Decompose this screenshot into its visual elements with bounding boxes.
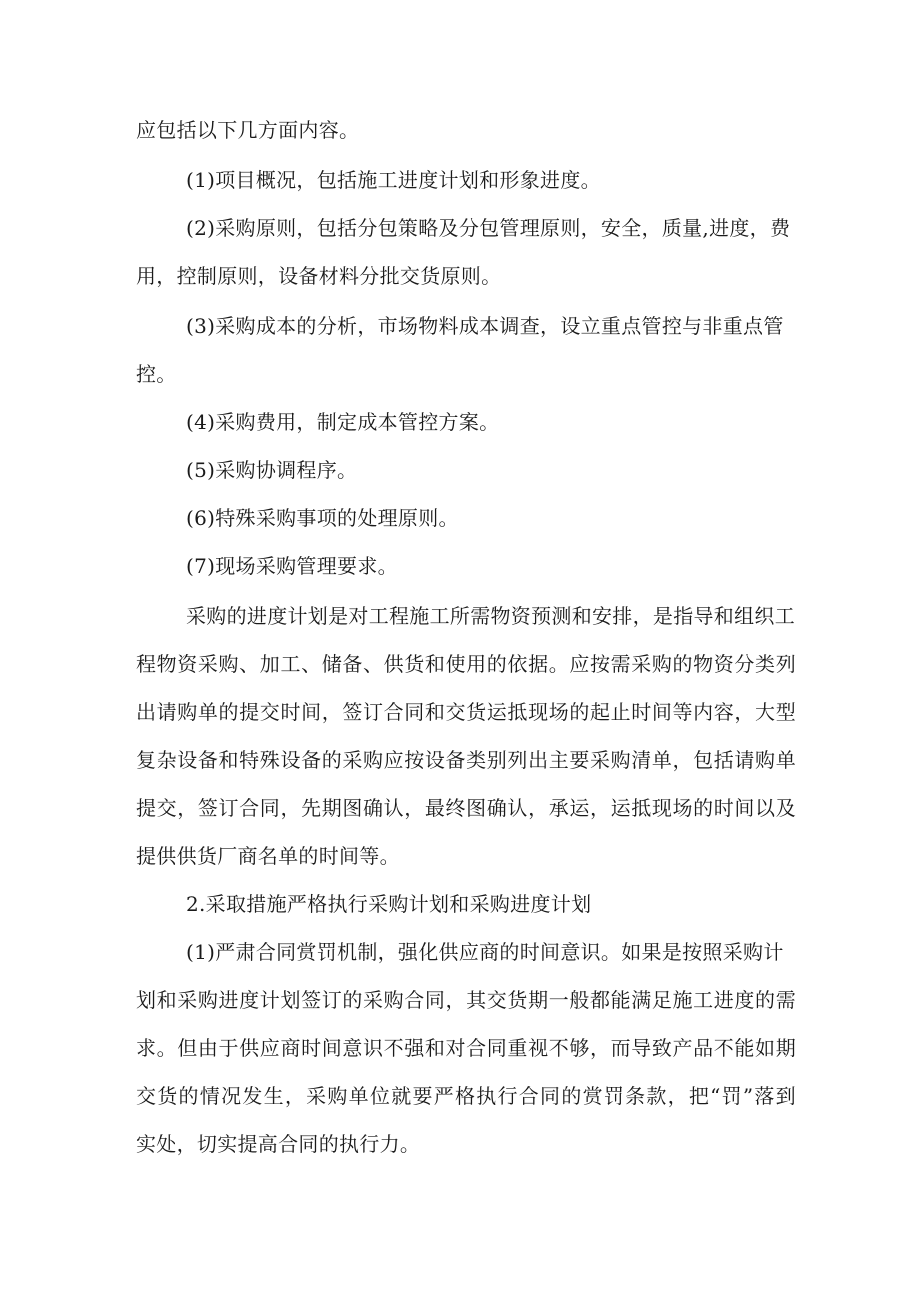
paragraph-line: 交货的情况发生，采购单位就要严格执行合同的赏罚条款，把“罚”落到 xyxy=(136,1084,796,1108)
paragraph-line: 出请购单的提交时间，签订合同和交货运抵现场的起止时间等内容，大型 xyxy=(136,700,796,724)
paragraph-line: 提交，签订合同，先期图确认，最终图确认，承运，运抵现场的时间以及 xyxy=(136,796,796,820)
text-line: 控。 xyxy=(136,362,177,386)
paragraph-line: 程物资采购、加工、储备、供货和使用的依据。应按需采购的物资分类列 xyxy=(136,652,796,676)
text-line: 用，控制原则，设备材料分批交货原则。 xyxy=(136,264,502,288)
paragraph-line: 划和采购进度计划签订的采购合同，其交货期一般都能满足施工进度的需 xyxy=(136,988,796,1012)
paragraph-line: 采购的进度计划是对工程施工所需物资预测和安排，是指导和组织工 xyxy=(186,604,795,628)
section-heading: 2.采取措施严格执行采购计划和采购进度计划 xyxy=(186,892,592,916)
paragraph-line: 复杂设备和特殊设备的采购应按设备类别列出主要采购清单，包括请购单 xyxy=(136,748,796,772)
paragraph-line: (1)严肃合同赏罚机制，强化供应商的时间意识。如果是按照采购计 xyxy=(186,940,784,964)
list-item-7: (7)现场采购管理要求。 xyxy=(186,554,398,578)
text-line: 应包括以下几方面内容。 xyxy=(136,118,360,142)
list-item-6: (6)特殊采购事项的处理原则。 xyxy=(186,506,459,530)
list-item-1: (1)项目概况，包括施工进度计划和形象进度。 xyxy=(186,168,601,192)
list-item-2: (2)采购原则，包括分包策略及分包管理原则，安全，质量,进度，费 xyxy=(186,216,791,240)
paragraph-line: 求。但由于供应商时间意识不强和对合同重视不够，而导致产品不能如期 xyxy=(136,1036,796,1060)
list-item-5: (5)采购协调程序。 xyxy=(186,458,358,482)
paragraph-line: 实处，切实提高合同的执行力。 xyxy=(136,1132,421,1156)
list-item-3: (3)采购成本的分析，市场物料成本调查，设立重点管控与非重点管 xyxy=(186,314,784,338)
paragraph-line: 提供供货厂商名单的时间等。 xyxy=(136,844,400,868)
list-item-4: (4)采购费用，制定成本管控方案。 xyxy=(186,410,500,434)
